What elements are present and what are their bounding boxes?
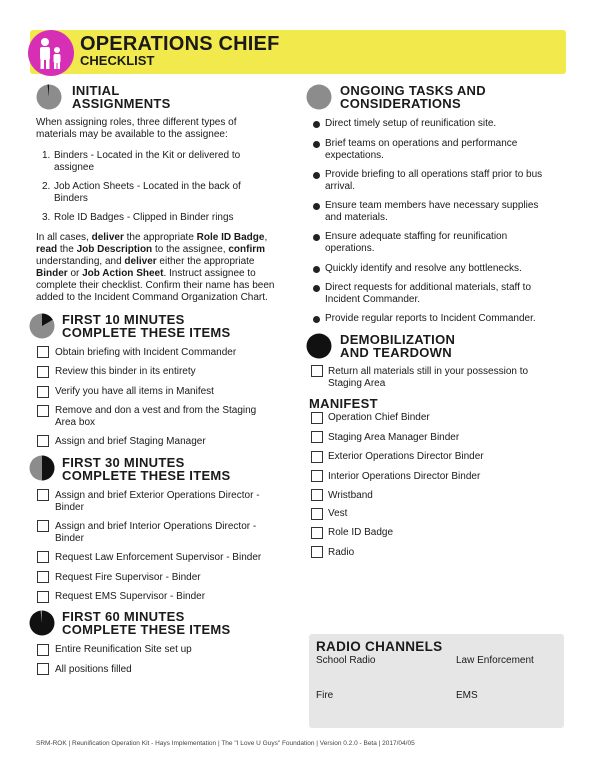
- task-label: Request EMS Supervisor - Binder: [55, 591, 206, 602]
- ongoing-item: Direct requests for additional materials, staff to: [325, 282, 532, 293]
- ongoing-item: Provide briefing to all operations staff prior to bus: [325, 169, 543, 180]
- bullet-icon: [313, 285, 320, 292]
- initial-intro-line1: When assigning roles, three different types of: [36, 117, 237, 128]
- task-checkbox[interactable]: [37, 591, 49, 603]
- manifest-checkbox[interactable]: [311, 508, 323, 520]
- initial-title-line1: INITIAL: [72, 83, 120, 98]
- manifest-checkbox[interactable]: [311, 470, 323, 482]
- task-checkbox[interactable]: [37, 386, 49, 398]
- list-num: 1.: [42, 150, 51, 161]
- task-checkbox[interactable]: [37, 520, 49, 532]
- task-checkbox[interactable]: [37, 489, 49, 501]
- clock-60-icon: [29, 610, 55, 636]
- list-num: 3.: [42, 212, 51, 223]
- task-checkbox[interactable]: [37, 405, 49, 417]
- demob-title-line1: DEMOBILIZATION: [340, 332, 456, 347]
- task-checkbox[interactable]: [37, 644, 49, 656]
- manifest-title: MANIFEST: [309, 396, 378, 411]
- manifest-item: Radio: [328, 547, 355, 558]
- task-label: Review this binder in its entirety: [55, 366, 196, 377]
- first30-title-line1: FIRST 30 MINUTES: [62, 455, 185, 470]
- task-label: Assign and brief Exterior Operations Director -: [55, 490, 260, 501]
- task-label-cont: Binder: [55, 533, 84, 544]
- task-label: Request Fire Supervisor - Binder: [55, 572, 201, 583]
- demob-title-line2: AND TEARDOWN: [340, 345, 452, 360]
- radio-school-label: School Radio: [316, 655, 376, 666]
- task-checkbox[interactable]: [311, 365, 323, 377]
- list-item-cont: Binders: [54, 193, 88, 204]
- task-checkbox[interactable]: [37, 571, 49, 583]
- manifest-item: Staging Area Manager Binder: [328, 432, 460, 443]
- ongoing-circle-icon: [306, 84, 332, 110]
- manifest-checkbox[interactable]: [311, 546, 323, 558]
- page-title: OPERATIONS CHIEF: [80, 33, 280, 55]
- ongoing-item: Ensure adequate staffing for reunification: [325, 231, 508, 242]
- list-item-cont: assignee: [54, 162, 95, 173]
- task-label: Verify you have all items in Manifest: [55, 386, 214, 397]
- ongoing-item-cont: expectations.: [325, 150, 384, 161]
- family-icon: [28, 30, 74, 76]
- task-label: Entire Reunification Site set up: [55, 644, 192, 655]
- first60-title-line2: COMPLETE THESE ITEMS: [62, 622, 231, 637]
- ongoing-item-cont: arrival.: [325, 181, 356, 192]
- radio-title: RADIO CHANNELS: [316, 639, 443, 654]
- demob-item-cont: Staging Area: [328, 378, 386, 389]
- task-checkbox[interactable]: [37, 551, 49, 563]
- task-label-cont: Area box: [55, 417, 96, 428]
- list-num: 2.: [42, 181, 51, 192]
- demob-circle-icon: [306, 333, 332, 359]
- clock-10-icon: [29, 313, 55, 339]
- task-label: Assign and brief Staging Manager: [55, 436, 206, 447]
- bullet-icon: [313, 234, 320, 241]
- manifest-item: Vest: [328, 508, 348, 519]
- ongoing-item-cont: Incident Commander.: [325, 294, 421, 305]
- bullet-icon: [313, 203, 320, 210]
- bullet-icon: [313, 121, 320, 128]
- first30-title-line2: COMPLETE THESE ITEMS: [62, 468, 231, 483]
- bullet-icon: [313, 266, 320, 273]
- bullet-icon: [313, 141, 320, 148]
- initial-intro-line2: materials may be available to the assignee:: [36, 129, 228, 140]
- ongoing-item: Quickly identify and resolve any bottlenecks.: [325, 263, 522, 274]
- manifest-item: Operation Chief Binder: [328, 412, 430, 423]
- task-label: Assign and brief Interior Operations Director -: [55, 521, 257, 532]
- first10-title-line2: COMPLETE THESE ITEMS: [62, 325, 231, 340]
- list-item: Binders - Located in the Kit or delivered to: [54, 150, 241, 161]
- ongoing-item: Ensure team members have necessary supplies: [325, 200, 539, 211]
- first10-title-line1: FIRST 10 MINUTES: [62, 312, 185, 327]
- radio-law-label: Law Enforcement: [456, 655, 534, 666]
- ongoing-title-line2: CONSIDERATIONS: [340, 96, 461, 111]
- ongoing-item-cont: operations.: [325, 243, 375, 254]
- page-subtitle: CHECKLIST: [80, 53, 155, 68]
- task-label: Request Law Enforcement Supervisor - Binder: [55, 552, 262, 563]
- task-checkbox[interactable]: [37, 346, 49, 358]
- ongoing-title-line1: ONGOING TASKS AND: [340, 83, 486, 98]
- radio-ems-label: EMS: [456, 690, 478, 701]
- ongoing-item: Provide regular reports to Incident Commander.: [325, 313, 536, 324]
- task-label-cont: Binder: [55, 502, 84, 513]
- manifest-checkbox[interactable]: [311, 451, 323, 463]
- bullet-icon: [313, 316, 320, 323]
- bullet-icon: [313, 172, 320, 179]
- task-label: Remove and don a vest and from the Staging: [55, 405, 257, 416]
- task-label: Obtain briefing with Incident Commander: [55, 347, 237, 358]
- initial-title-line2: ASSIGNMENTS: [72, 96, 171, 111]
- instructions-paragraph: In all cases, deliver the appropriate Role ID Badge, read the Job Description to the assignee, confirm understanding, and deliver either the appropriate Binder or Job Action Sheet. Instruct assignee to complete their checklist. Confirm their name has been added to the Incident Command Organization Chart.: [36, 232, 275, 303]
- clock-initial-icon: [36, 84, 62, 110]
- footer-text: SRM-ROK | Reunification Operation Kit - Hays Implementation | The "I Love U Guys" Foundation | Version 0.2.0 - Beta | 2017/04/05: [36, 740, 415, 747]
- manifest-item: Interior Operations Director Binder: [328, 471, 481, 482]
- manifest-item: Wristband: [328, 490, 373, 501]
- task-checkbox[interactable]: [37, 366, 49, 378]
- manifest-checkbox[interactable]: [311, 527, 323, 539]
- radio-fire-label: Fire: [316, 690, 334, 701]
- manifest-checkbox[interactable]: [311, 431, 323, 443]
- demob-item: Return all materials still in your possession to: [328, 366, 529, 377]
- manifest-item: Role ID Badge: [328, 527, 394, 538]
- task-checkbox[interactable]: [37, 435, 49, 447]
- first60-title-line1: FIRST 60 MINUTES: [62, 609, 185, 624]
- ongoing-item-cont: and materials.: [325, 212, 388, 223]
- task-label: All positions filled: [55, 664, 132, 675]
- list-item: Job Action Sheets - Located in the back of: [54, 181, 241, 192]
- task-checkbox[interactable]: [37, 663, 49, 675]
- manifest-item: Exterior Operations Director Binder: [328, 451, 484, 462]
- clock-30-icon: [29, 455, 55, 481]
- list-item: Role ID Badges - Clipped in Binder rings: [54, 212, 234, 223]
- manifest-checkbox[interactable]: [311, 412, 323, 424]
- ongoing-item: Brief teams on operations and performance: [325, 138, 518, 149]
- ongoing-item: Direct timely setup of reunification site.: [325, 118, 497, 129]
- manifest-checkbox[interactable]: [311, 489, 323, 501]
